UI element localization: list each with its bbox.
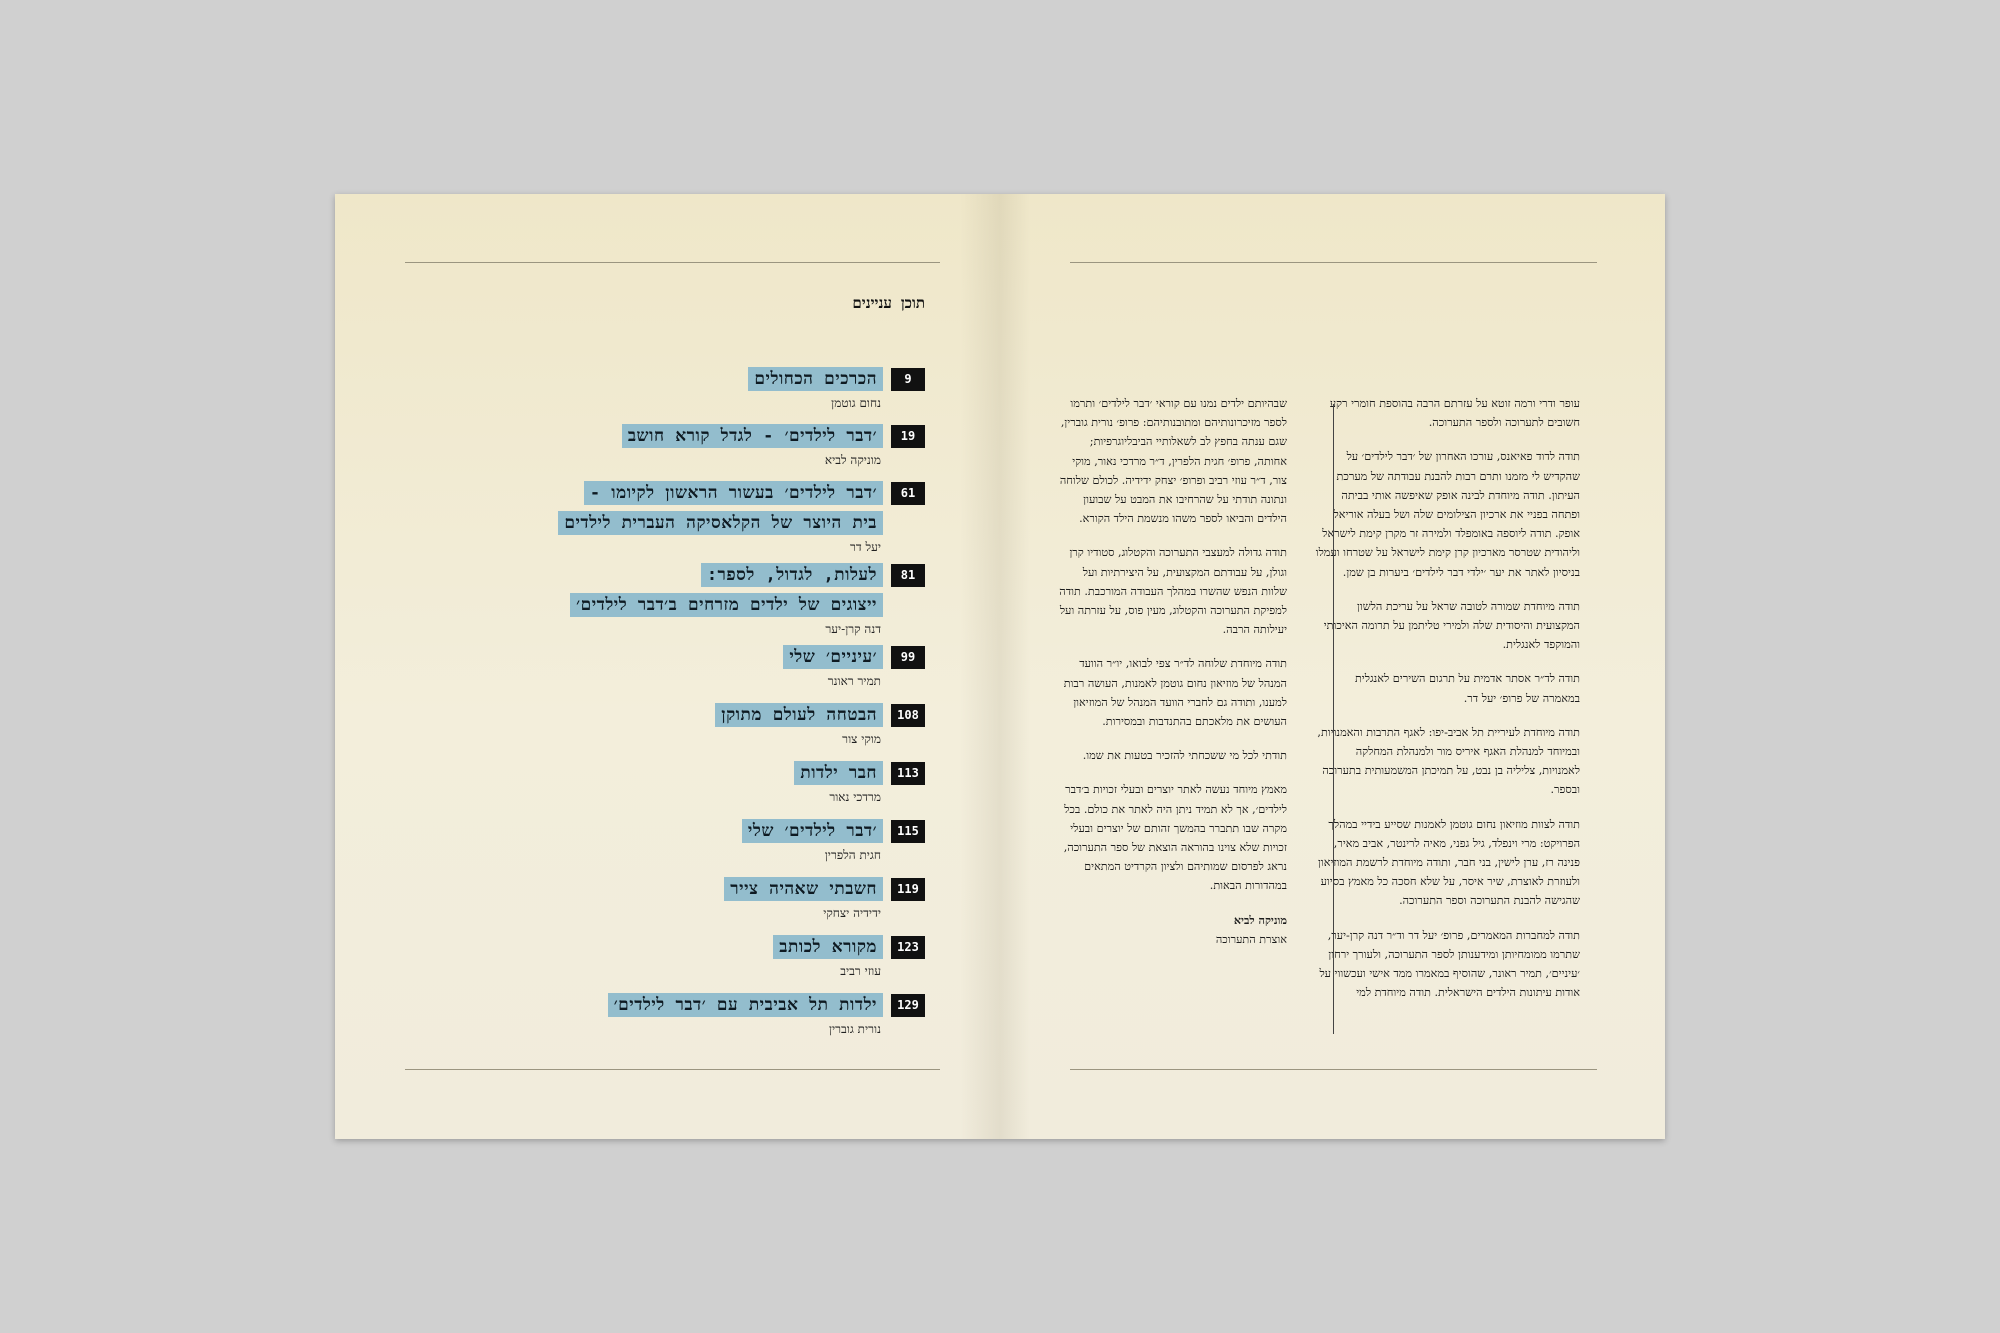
entry-title-line2: ייצוגים של ילדים מזרחים ב׳דבר לילדים׳ — [570, 593, 883, 617]
acknowledgements-page — [1000, 194, 1665, 1139]
paragraph: שבהיותם ילדים נמנו עם קוראי ׳דבר לילדים׳ ותרמו לספר מזיכרונותיהם ומתובנותיהם: פרופ׳ נורית גוברין, שגם ענתה בחפץ לב לשאלותיי הביבליוגרפיות; אחותה, פרופ׳ חגית הלפרין, ד״ר מרדכי נאור, מוקי צור, ד״ר עוזי רביב ופרופ׳ יצחק ידידיה. לכולם שלוחה ונתונה תודתי על שהרחיבו את המבט על שבועון הילדים והביאו לספר משהו מנשמת הילד הקורא. — [1059, 397, 1287, 526]
entry-title: הכרכים הכחולים — [748, 367, 883, 391]
book-spread — [335, 194, 1665, 1139]
toc-entry — [365, 992, 925, 1037]
column-divider — [1333, 404, 1334, 1034]
page-number: 129 — [891, 994, 925, 1017]
entry-title: ילדות תל אביבית עם ׳דבר לילדים׳ — [608, 993, 883, 1017]
entry-title: הבטחה לעולם מתוקן — [715, 703, 883, 727]
bottom-rule — [1070, 1069, 1597, 1070]
toc-entry — [365, 480, 925, 555]
entry-title: מקורא לכותב — [773, 935, 883, 959]
entry-author: ידידיה יצחקי — [823, 906, 881, 920]
toc-entry — [365, 760, 925, 805]
paragraph: תודה מיוחדת שמורה לטובה שראל על עריכת הלשון המקצועית והיסודית שלה ולמירי טליתמן על תרומה האיכותי והמוקפד לאנגלית. — [1323, 599, 1580, 652]
top-rule — [1070, 262, 1597, 263]
entry-title: לעלות, לגדול, לספר: — [701, 563, 883, 587]
signature-name: מוניקה לביא — [1233, 912, 1287, 927]
entry-author: נורית גוברין — [828, 1022, 881, 1036]
page-number: 113 — [891, 762, 925, 785]
page-number: 119 — [891, 878, 925, 901]
toc-entry — [365, 423, 925, 468]
text-column-right — [1315, 394, 1580, 1017]
toc-entry — [365, 366, 925, 411]
toc-page — [335, 194, 1000, 1139]
entry-title: חשבתי שאהיה צייר — [724, 877, 883, 901]
paragraph: תודה לדוד פאיאנס, עורכו האחרון של ׳דבר לילדים׳ על שהקדיש לי מזמנו ותרם רבות להבנת עבודתה של מערכת העיתון. תודה מיוחדת לבינה אופק שאיפשה אותי בביתה ופתחה בפניי את ארכיון הצילומים שלה ושל בעלה אוריאל אופק. תודה ליוספה באומפלד ולמירה זר מקרן קימת לישראל וליהודית שטרסר מארכיון קרן קימת לישראל על שטרחו ועמלו בניסיון לאתר את יער ׳ילדי דבר לילדים׳ ביערות בן שמן. — [1315, 450, 1580, 579]
entry-title: ׳דבר לילדים׳ בעשור הראשון לקיומו - — [584, 481, 883, 505]
top-rule — [405, 262, 940, 263]
paragraph: תודה לצוות מוזיאון נחום גוטמן לאמנות שסייע בידיי במהלך הפרויקט: מרי וינפלד, גיל גפני, מאיה לרינטר, אביב מאיר, פנינה רז, ערן לישין, בני חבר, ותודה מיוחדת לרשמת המוזיאון ולעוזרת לאוצרת, שיר איסר, על שלא חסכה כל מאמץ בסיוע שהגישה להבנת התערוכה וספר התערוכה. — [1318, 817, 1580, 908]
paragraph: תודה מיוחדת שלוחה לד״ר צפי לבואו, יו״ר הוועד המנהל של מוזיאון נחום גוטמן לאמנות, העושה רבות למענו, ותודה גם לחברי הוועד המנהל של המוזיאון העושים את מלאכתם בהתנדבות ובמסירות. — [1063, 657, 1287, 729]
page-number: 123 — [891, 936, 925, 959]
entry-author: מוניקה לביא — [824, 453, 881, 467]
entry-author: עוזי רביב — [840, 964, 881, 978]
entry-author: נחום גוטמן — [831, 396, 881, 410]
text-column-left — [1057, 394, 1287, 949]
page-number: 61 — [891, 482, 925, 505]
paragraph: תודה מיוחדת לעיריית תל אביב-יפו: לאגף התרבות והאמנויות, ובמיוחד למנהלת האגף איריס מור ולמנהלת המחלקה לאמנויות, צליליה בן נבט, על תמיכתן המשמעותית בתערוכה ובספר. — [1317, 725, 1580, 797]
entry-title: ׳דבר לילדים׳ - לגדל קורא חושב — [622, 424, 883, 448]
paragraph: עופר ודרי ורמה זוטא על עזרתם הרבה בהוספת חומרי רקע חשובים לתערוכה ולספר התערוכה. — [1329, 397, 1580, 430]
toc-entry — [365, 562, 925, 637]
paragraph: תודה גדולה למעצבי התערוכה והקטלוג, סטודיו קרן וגולן, על עבודתם המקצועית, על היצירתיות ועל שלוות הנפש שהשרו במהלך העבודה המורכבת. תודה למפיקת התערוכה והקטלוג, מעין פוס, על עזרתה ועל יעילותה הרבה. — [1059, 546, 1287, 637]
paragraph: מאמץ מיוחד נעשה לאתר יוצרים ובעלי זכויות ב׳דבר לילדים׳, אך לא תמיד ניתן היה לאתר את כולם. בכל מקרה שבו תתברר בהמשך זהותם של יוצרים ובעלי זכויות שלא צוינו בהוראה הוצאת של ספר התערוכה, נראג לפרסום שמותיהם ולציון הקרדיט המתאים במהדורות הבאות. — [1063, 783, 1287, 893]
entry-author: דנה קרן-יער — [825, 622, 881, 636]
page-number: 99 — [891, 646, 925, 669]
page-number: 108 — [891, 704, 925, 727]
toc-heading: תוכן עניינים — [852, 294, 925, 312]
entry-author: חגית הלפרין — [824, 848, 881, 862]
bottom-rule — [405, 1069, 940, 1070]
entry-title: ׳עיניים׳ שלי — [783, 645, 883, 669]
entry-author: מרדכי נאור — [829, 790, 881, 804]
entry-title: חבר ילדות — [794, 761, 883, 785]
entry-author: מוקי צור — [842, 732, 881, 746]
page-number: 19 — [891, 425, 925, 448]
toc-entry — [365, 644, 925, 689]
entry-title: ׳דבר לילדים׳ שלי — [742, 819, 883, 843]
page-number: 81 — [891, 564, 925, 587]
toc-entry — [365, 702, 925, 747]
paragraph: תודתי לכל מי ששכחתי להזכיר בטעות את שמו. — [1082, 749, 1287, 763]
toc-entry — [365, 934, 925, 979]
page-number: 9 — [891, 368, 925, 391]
signature-role: אוצרת התערוכה — [1215, 932, 1287, 946]
toc-entry — [365, 818, 925, 863]
entry-author: תמיר ראונר — [827, 674, 881, 688]
entry-author: יעל דר — [849, 540, 881, 554]
page-number: 115 — [891, 820, 925, 843]
paragraph: תודה לד״ר אסתר אדמית על תרגום השירים לאנגלית במאמרה של פרופ׳ יעל דר. — [1354, 672, 1580, 705]
paragraph: תודה למחברות המאמרים, פרופ׳ יעל דר וד״ר דנה קרן-יער, שתרמו ממומחיותן ומידענותן לספר התערוכה, ולעורך ירחון ׳עיניים׳, תמיר ראונר, שהוסיף במאמרו ממד אישי ועכשווי על אודות עיתונות הילדים הישראלית. תודה מיוחדת למי — [1319, 928, 1580, 1000]
toc-entry — [365, 876, 925, 921]
entry-title-line2: בית היוצר של הקלאסיקה העברית לילדים — [558, 511, 883, 535]
